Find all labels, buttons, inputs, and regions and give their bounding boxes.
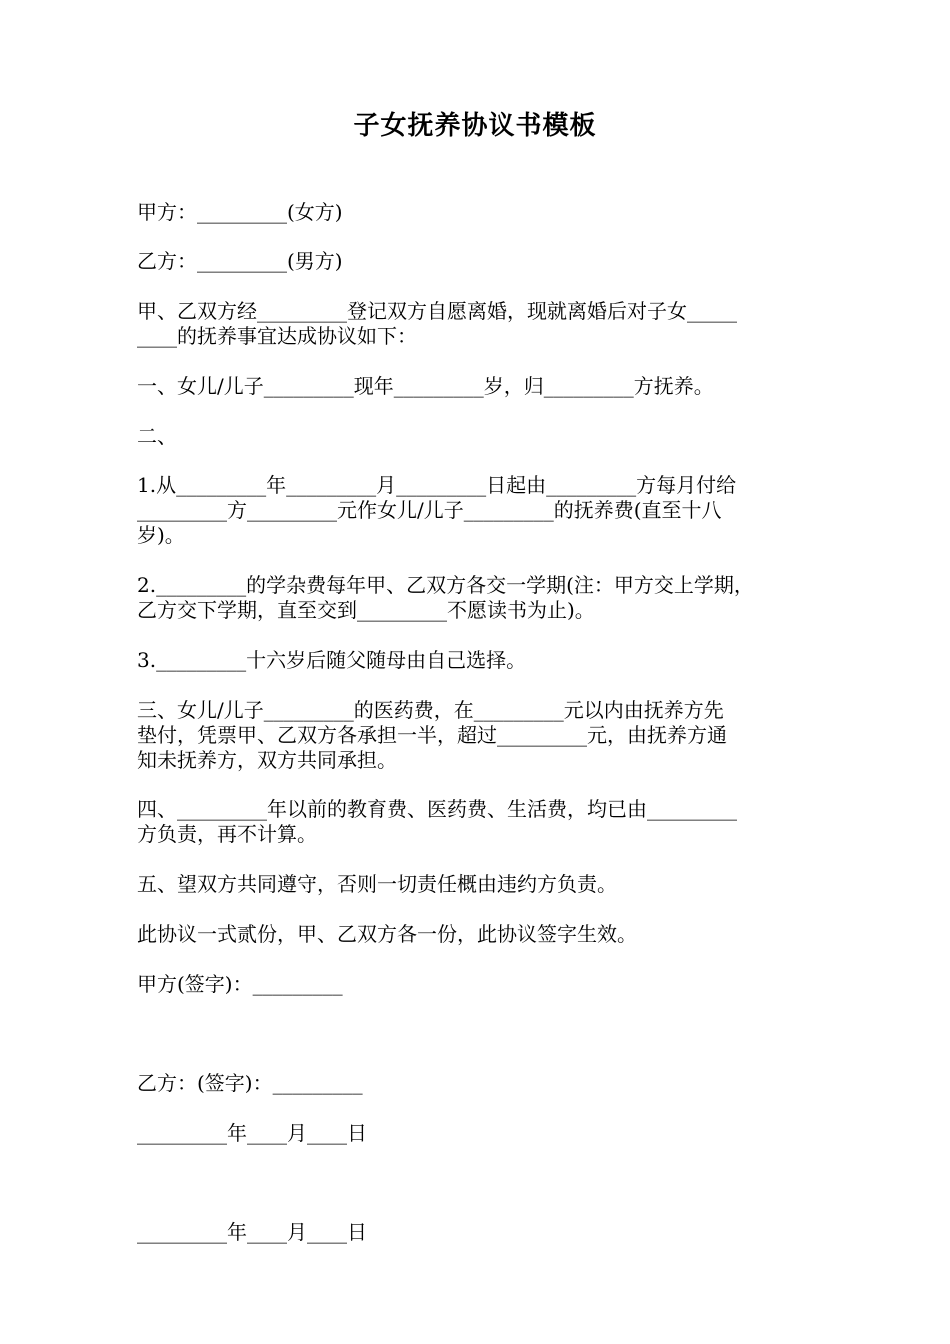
clause-3-line-2: 垫付，凭票甲、乙双方各承担一半，超过_________元，由抚养方通 <box>137 723 727 747</box>
clause-1: 一、女儿/儿子_________现年_________岁，归_________方抚养。 <box>137 374 714 398</box>
clause-2-1-line-3: 岁)。 <box>137 523 185 547</box>
party-b-line: 乙方：_________(男方) <box>137 249 343 273</box>
signature-date-2: _________年____月____日 <box>137 1220 367 1244</box>
clause-3-line-1: 三、女儿/儿子_________的医药费，在_________元以内由抚养方先 <box>137 698 724 722</box>
clause-4-line-1: 四、_________年以前的教育费、医药费、生活费，均已由_________ <box>137 797 737 821</box>
party-a-line: 甲方：_________(女方) <box>137 200 343 224</box>
clause-3-line-3: 知未抚养方，双方共同承担。 <box>137 748 397 772</box>
clause-2-3: 3._________十六岁后随父随母由自己选择。 <box>137 648 527 672</box>
clause-2-1-line-1: 1.从_________年_________月_________日起由_________方每月付给 <box>137 473 737 497</box>
document-title: 子女抚养协议书模板 <box>353 111 597 141</box>
clause-2-1-line-2: _________方_________元作女儿/儿子_________的抚养费(直至十八 <box>137 498 722 522</box>
clause-2-2-line-2: 乙方交下学期，直至交到_________不愿读书为止)。 <box>137 598 595 622</box>
copies-note: 此协议一式贰份，甲、乙双方各一份，此协议签字生效。 <box>137 922 637 946</box>
intro-line-1: 甲、乙双方经_________登记双方自愿离婚，现就离婚后对子女_____ <box>137 299 737 323</box>
clause-2-2-line-1: 2._________的学杂费每年甲、乙双方各交一学期(注：甲方交上学期， <box>137 573 754 597</box>
signature-party-a: 甲方(签字)：_________ <box>137 972 343 996</box>
intro-line-2: ____的抚养事宜达成协议如下： <box>137 324 417 348</box>
signature-party-b: 乙方：(签字)：_________ <box>137 1071 363 1095</box>
clause-4-line-2: 方负责，再不计算。 <box>137 822 317 846</box>
clause-2-heading: 二、 <box>137 424 177 448</box>
signature-date-1: _________年____月____日 <box>137 1121 367 1145</box>
clause-5: 五、望双方共同遵守，否则一切责任概由违约方负责。 <box>137 872 617 896</box>
